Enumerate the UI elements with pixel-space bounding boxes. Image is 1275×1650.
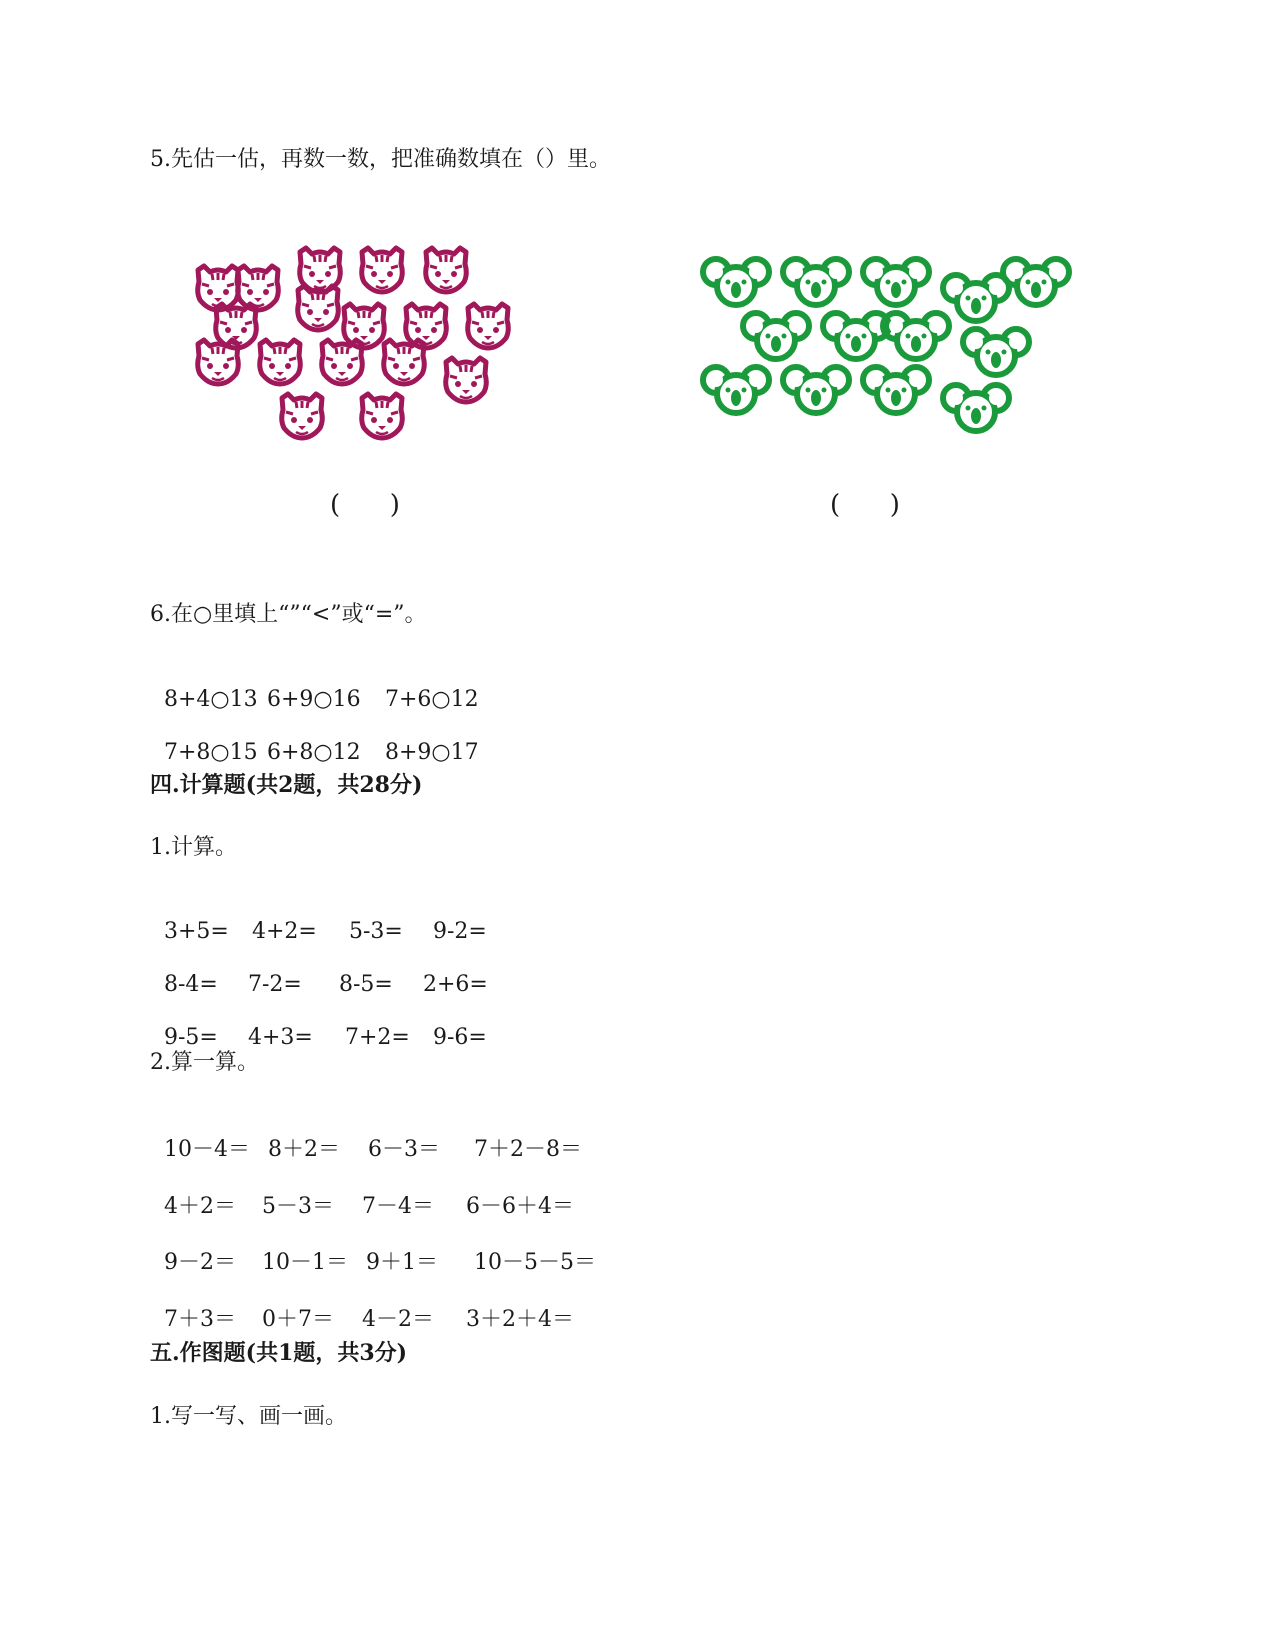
calc-item[interactable]: 7－4＝ <box>362 1194 434 1219</box>
question-5-title: 5.先估一估，再数一数，把准确数填在（）里。 <box>150 147 611 172</box>
calc-item[interactable]: 3＋2＋4＝ <box>466 1307 574 1332</box>
section-4-heading: 四.计算题(共2题，共28分) <box>150 772 423 798</box>
section-4-question-1-title: 1.计算。 <box>150 835 237 860</box>
calc-item[interactable]: 4+2= <box>252 919 317 944</box>
calc-item[interactable]: 9-6= <box>433 1025 487 1050</box>
calc-item[interactable]: 8＋2＝ <box>268 1137 340 1162</box>
calc-item[interactable]: 3+5= <box>164 919 229 944</box>
calc-item[interactable]: 2+6= <box>423 972 488 997</box>
calc-item[interactable]: 10－4＝ <box>164 1137 250 1162</box>
section-5-question-1-title: 1.写一写、画一画。 <box>150 1404 347 1429</box>
calc-item[interactable]: 9＋1＝ <box>366 1250 438 1275</box>
compare-item[interactable]: 7+8○15 <box>164 740 258 765</box>
calc-item[interactable]: 7-2= <box>248 972 302 997</box>
counting-pictures <box>0 240 1275 460</box>
calc-row <box>150 887 487 947</box>
answer-blank-left[interactable]: ( ) <box>330 490 400 520</box>
koala-face-icon <box>703 259 1069 431</box>
calc-row <box>150 940 488 1000</box>
section-4-question-2-title: 2.算一算。 <box>150 1050 259 1075</box>
question-6-title: 6.在○里填上“”“<”或“=”。 <box>150 602 427 627</box>
calc-row <box>150 1162 574 1222</box>
calc-item[interactable]: 7＋2－8＝ <box>474 1137 582 1162</box>
compare-row <box>150 655 479 715</box>
answer-blank-right[interactable]: ( ) <box>830 490 900 520</box>
calc-item[interactable]: 4+3= <box>248 1025 313 1050</box>
calc-item[interactable]: 10－5－5＝ <box>474 1250 596 1275</box>
compare-row <box>150 708 479 768</box>
compare-item[interactable]: 7+6○12 <box>385 687 479 712</box>
calc-item[interactable]: 7+2= <box>345 1025 410 1050</box>
calc-item[interactable]: 9－2＝ <box>164 1250 236 1275</box>
calc-item[interactable]: 4－2＝ <box>362 1307 434 1332</box>
calc-item[interactable]: 4＋2＝ <box>164 1194 236 1219</box>
calc-row <box>150 1275 574 1335</box>
calc-item[interactable]: 9-5= <box>164 1025 218 1050</box>
calc-item[interactable]: 6－3＝ <box>368 1137 440 1162</box>
calc-item[interactable]: 9-2= <box>433 919 487 944</box>
calc-item[interactable]: 10－1＝ <box>262 1250 348 1275</box>
compare-item[interactable]: 8+4○13 <box>164 687 258 712</box>
calc-row <box>150 1218 596 1278</box>
calc-item[interactable]: 5-3= <box>349 919 403 944</box>
calc-item[interactable]: 6－6＋4＝ <box>466 1194 574 1219</box>
calc-item[interactable]: 8-4= <box>164 972 218 997</box>
compare-item[interactable]: 8+9○17 <box>385 740 479 765</box>
tiger-face-icon <box>198 248 509 438</box>
calc-item[interactable]: 0＋7＝ <box>262 1307 334 1332</box>
calc-item[interactable]: 7＋3＝ <box>164 1307 236 1332</box>
calc-item[interactable]: 8-5= <box>339 972 393 997</box>
calc-row <box>150 1105 582 1165</box>
compare-item[interactable]: 6+8○12 <box>267 740 361 765</box>
calc-row <box>150 993 487 1053</box>
compare-item[interactable]: 6+9○16 <box>267 687 361 712</box>
section-5-heading: 五.作图题(共1题，共3分) <box>150 1340 408 1366</box>
calc-item[interactable]: 5－3＝ <box>262 1194 334 1219</box>
